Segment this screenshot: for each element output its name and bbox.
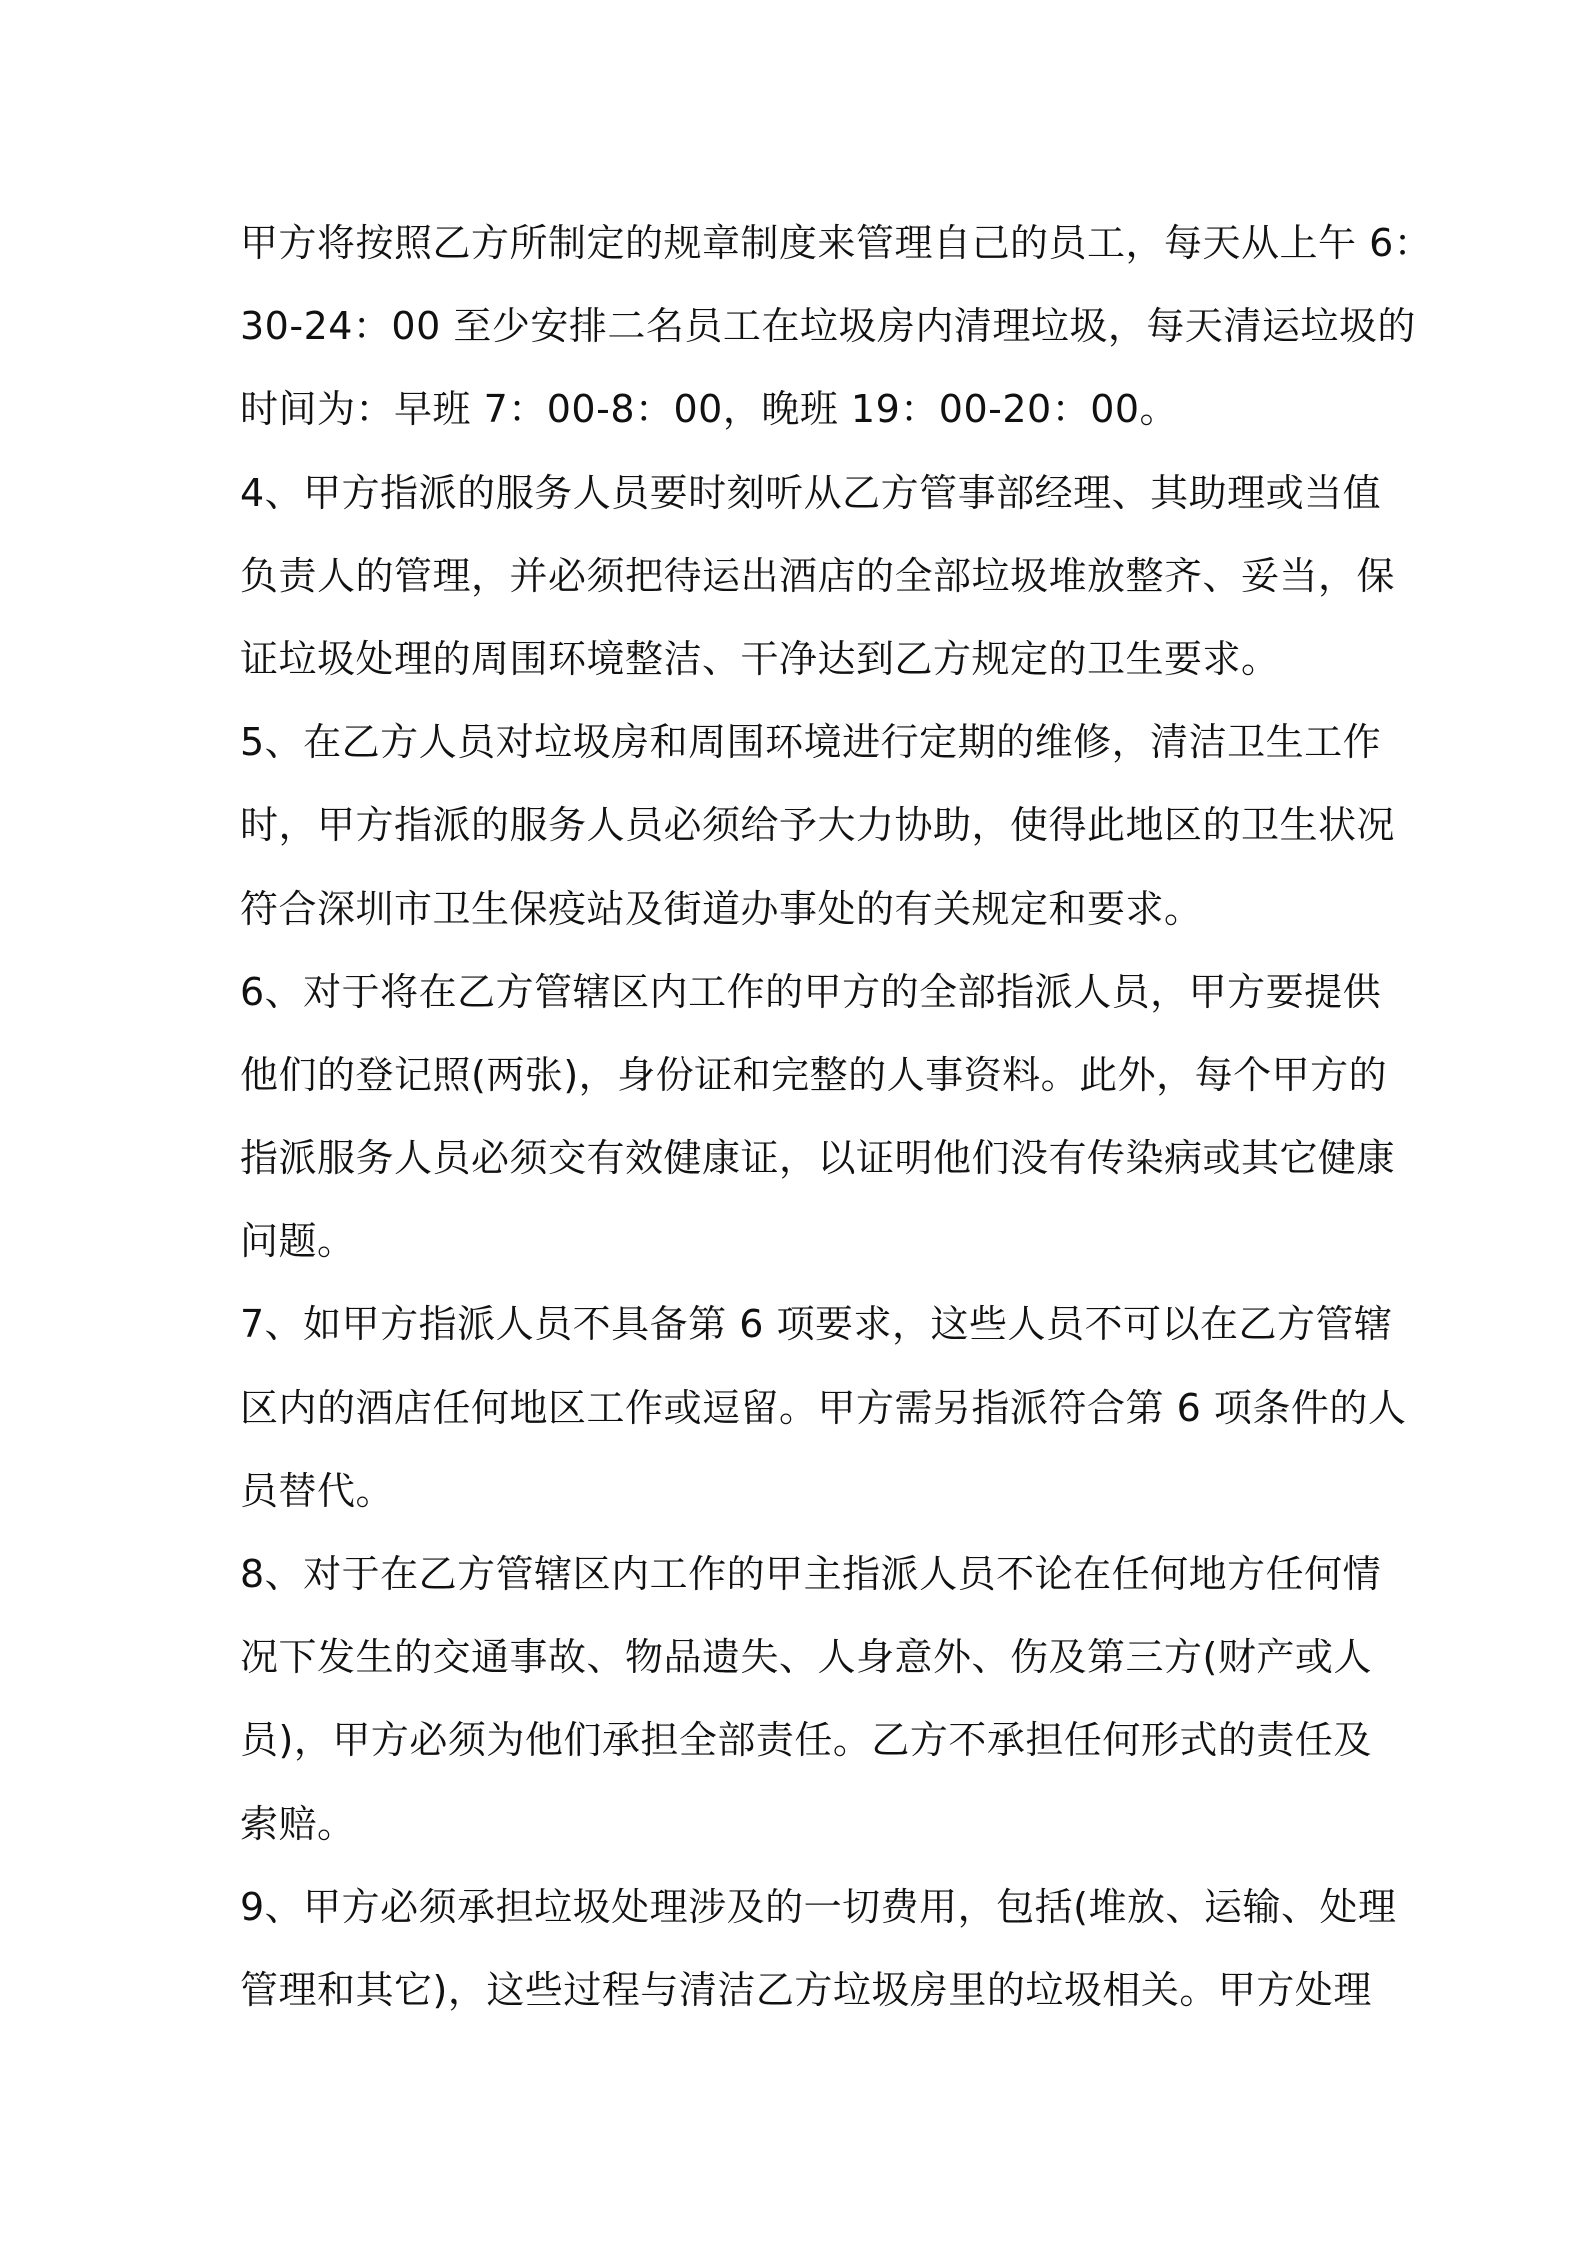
text-line-14: 7、如甲方指派人员不具备第 6 项要求，这些人员不可以在乙方管辖 (240, 1302, 1393, 1347)
document-body (240, 202, 1433, 2032)
text-line-1: 甲方将按照乙方所制定的规章制度来管理自己的员工，每天从上午 6： (240, 221, 1433, 265)
text-line-15: 区内的酒店任何地区工作或逗留。甲方需另指派符合第 6 项条件的人 (240, 1385, 1407, 1430)
text-line-10: 6、对于将在乙方管辖区内工作的甲方的全部指派人员，甲方要提供 (240, 969, 1382, 1014)
text-line-4: 4、甲方指派的服务人员要时刻听从乙方管事部经理、其助理或当值 (240, 470, 1382, 515)
text-line-18: 况下发生的交通事故、物品遗失、人身意外、伤及第三方(财产或人 (240, 1635, 1372, 1680)
text-line-2: 30-24：00 至少安排二名员工在垃圾房内清理垃圾，每天清运垃圾的 (240, 304, 1416, 349)
text-line-22: 管理和其它)，这些过程与清洁乙方垃圾房里的垃圾相关。甲方处理 (240, 1967, 1372, 2012)
text-line-6: 证垃圾处理的周围环境整洁、干净达到乙方规定的卫生要求。 (240, 636, 1280, 681)
text-line-12: 指派服务人员必须交有效健康证，以证明他们没有传染病或其它健康 (240, 1136, 1396, 1181)
text-line-17: 8、对于在乙方管辖区内工作的甲主指派人员不论在任何地方任何情 (240, 1552, 1382, 1596)
text-line-11: 他们的登记照(两张)，身份证和完整的人事资料。此外，每个甲方的 (240, 1052, 1388, 1097)
text-line-20: 索赔。 (240, 1801, 356, 1846)
text-line-13: 问题。 (240, 1219, 356, 1264)
text-line-9: 符合深圳市卫生保疫站及街道办事处的有关规定和要求。 (240, 886, 1203, 931)
text-line-19: 员)，甲方必须为他们承担全部责任。乙方不承担任何形式的责任及 (240, 1718, 1372, 1763)
text-line-8: 时，甲方指派的服务人员必须给予大力协助，使得此地区的卫生状况 (240, 803, 1396, 848)
text-line-7: 5、在乙方人员对垃圾房和周围环境进行定期的维修，清洁卫生工作 (240, 720, 1382, 765)
text-line-3: 时间为：早班 7：00-8：00，晚班 19：00-20：00。 (240, 387, 1179, 432)
text-line-16: 员替代。 (240, 1468, 395, 1513)
text-line-21: 9、甲方必须承担垃圾处理涉及的一切费用，包括(堆放、运输、处理 (240, 1884, 1397, 1929)
text-line-5: 负责人的管理，并必须把待运出酒店的全部垃圾堆放整齐、妥当，保 (240, 553, 1396, 598)
